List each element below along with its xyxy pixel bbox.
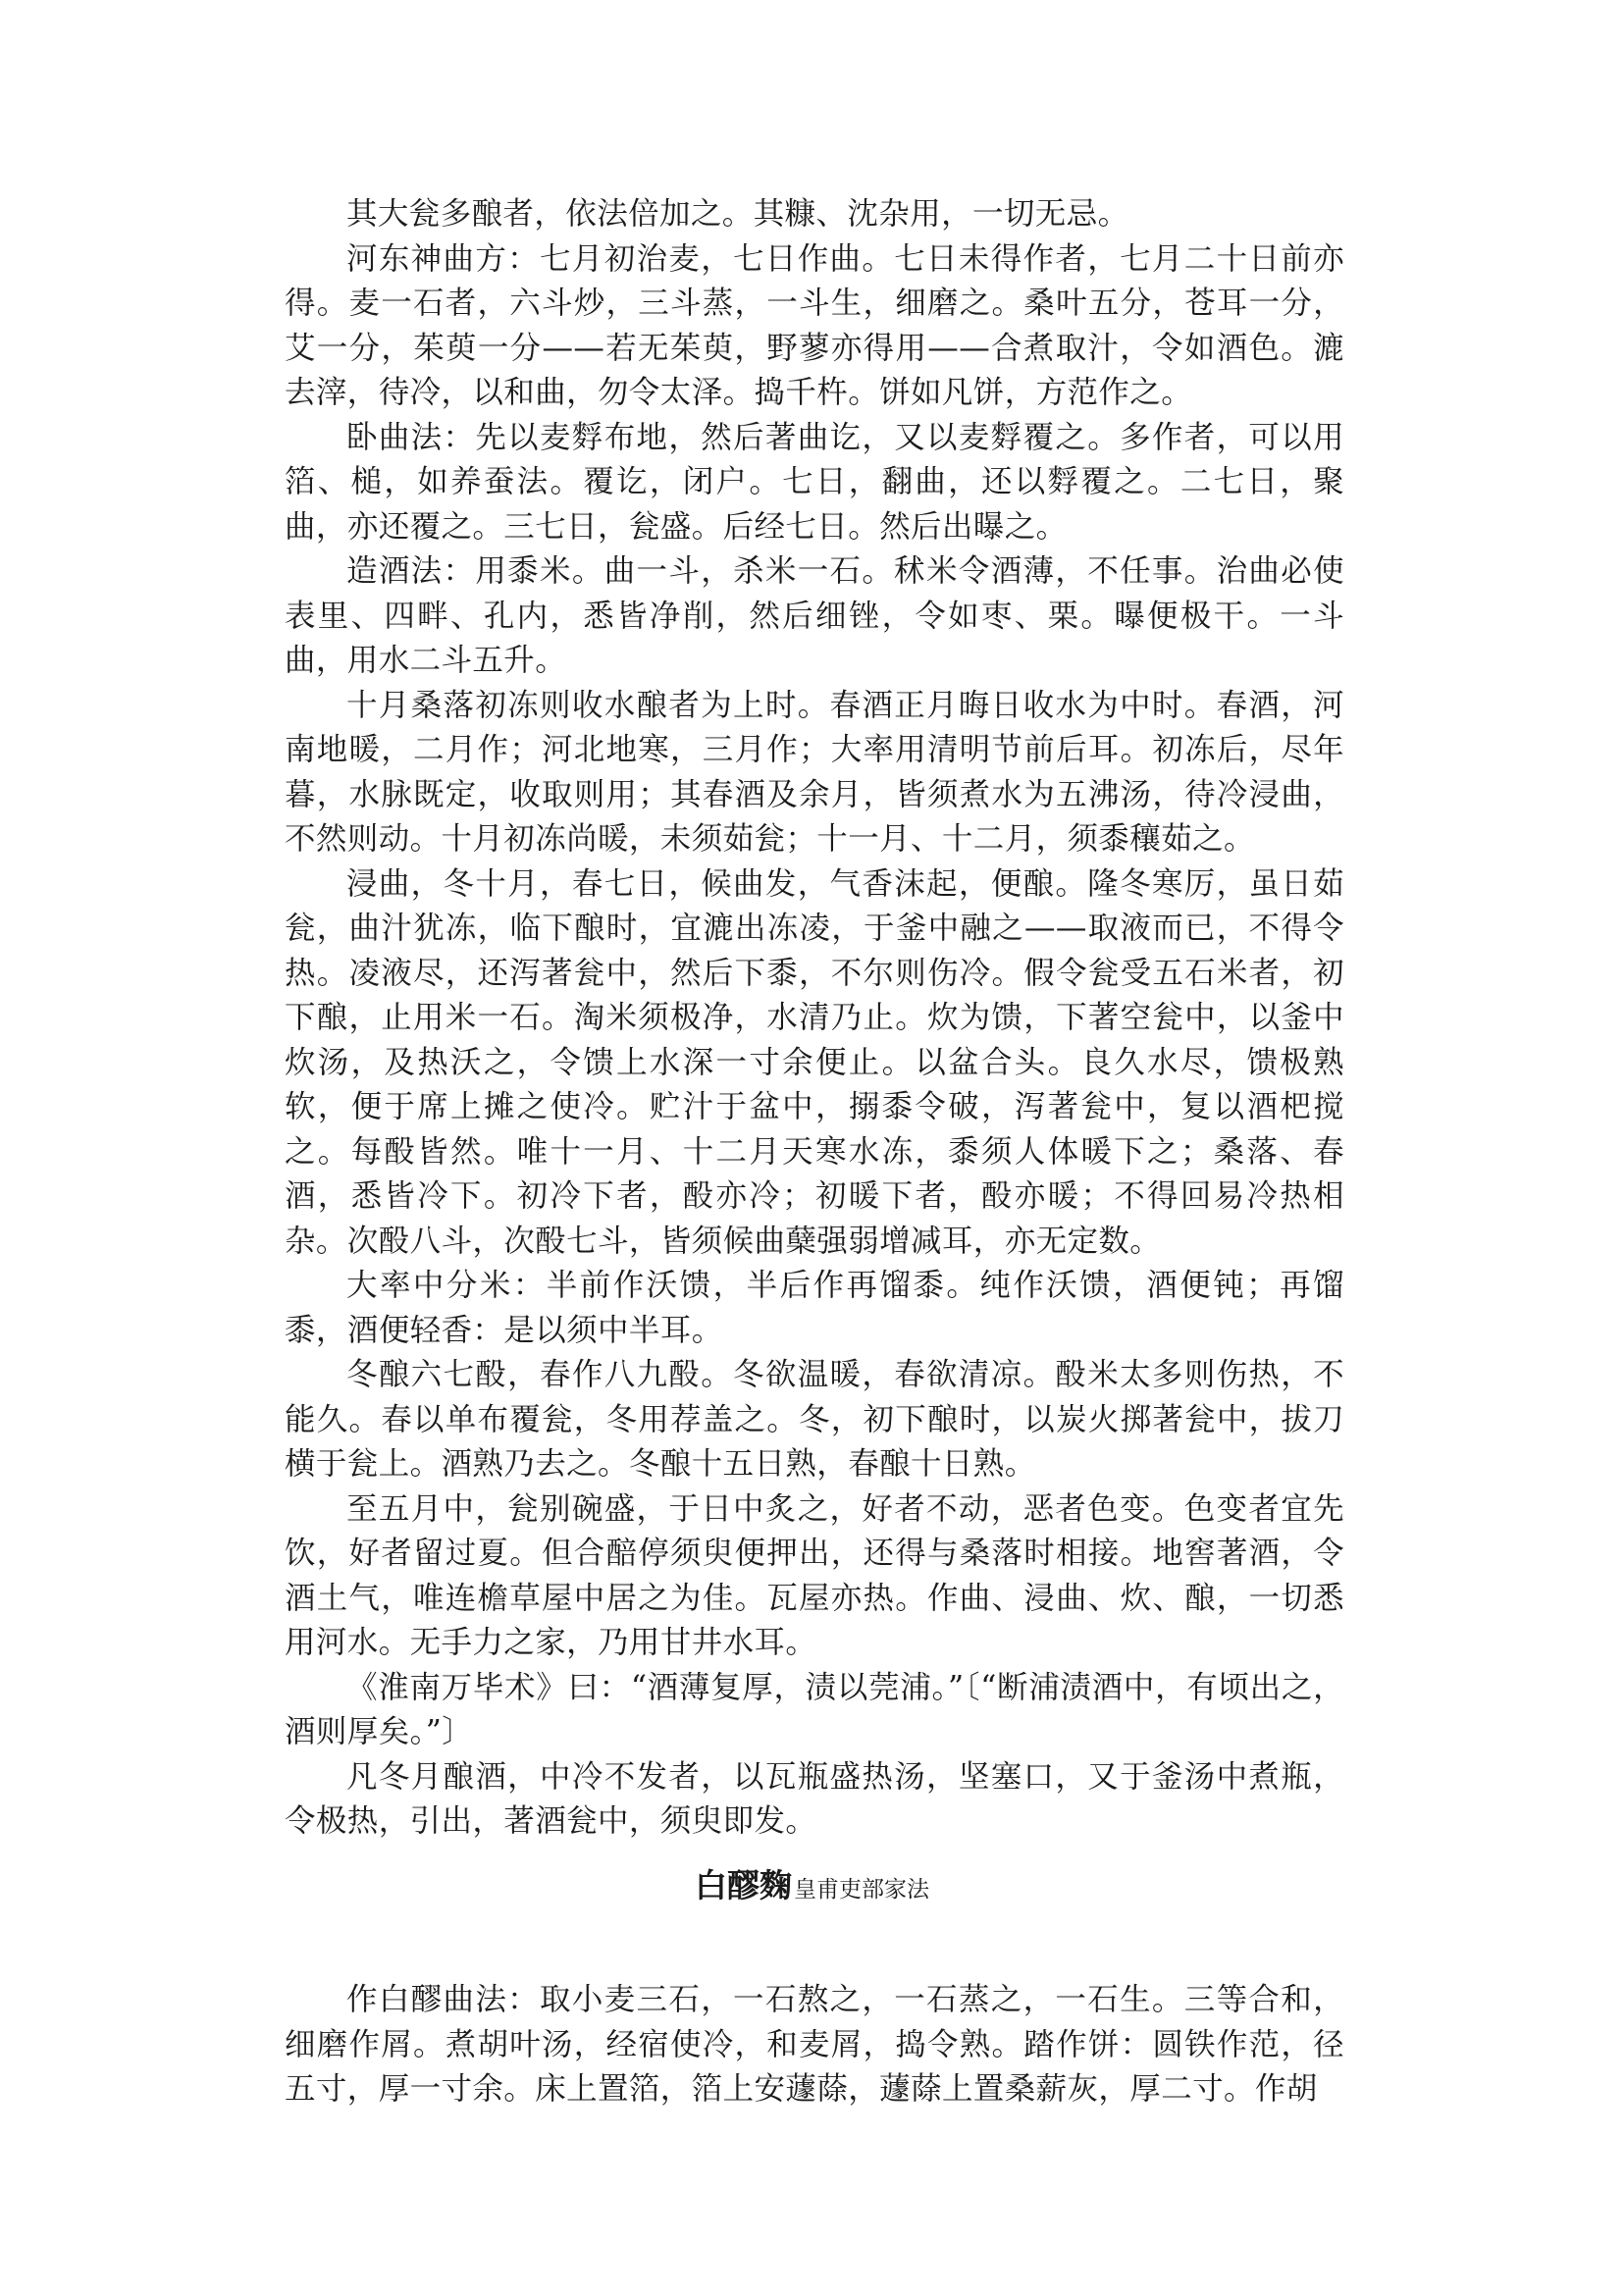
section-heading bbox=[0, 1860, 1624, 1906]
paragraph: 浸曲，冬十月，春七日，候曲发，气香沫起，便酿。隆冬寒厉，虽日茹瓮，曲汁犹冻，临下酿时，宜漉出冻凌，于釜中融之——取液而已，不得令热。凌液尽，还泻著瓮中，然后下黍，不尔则伤冷。假令瓮受五石米者，初下酿，止用米一石。淘米须极净，水清乃止。炊为馈，下著空瓮中，以釜中炊汤，及热沃之，令馈上水深一寸余便止。以盆合头。良久水尽，馈极熟软，便于席上摊之使冷。贮汁于盆中，搦黍令破，泻著瓮中，复以酒杷搅之。每酘皆然。唯十一月、十二月天寒水冻，黍须人体暖下之；桑落、春酒，悉皆冷下。初冷下者，酘亦冷；初暖下者，酘亦暖；不得回易冷热相杂。次酘八斗，次酘七斗，皆须候曲蘖强弱增减耳，亦无定数。 bbox=[285, 865, 1344, 1259]
body-text-section-1 bbox=[285, 192, 1344, 1845]
paragraph: 凡冬月酿酒，中冷不发者，以瓦瓶盛热汤，坚塞口，又于釜汤中煮瓶，令极热，引出，著酒瓮中，须臾即发。 bbox=[285, 1758, 1344, 1839]
paragraph: 大率中分米：半前作沃馈，半后作再馏黍。纯作沃馈，酒便钝；再馏黍，酒便轻香：是以须中半耳。 bbox=[285, 1268, 1344, 1348]
body-text-section-2 bbox=[285, 1978, 1344, 2112]
paragraph: 造酒法：用黍米。曲一斗，杀米一石。秫米令酒薄，不任事。治曲必使表里、四畔、孔内，悉皆净削，然后细锉，令如枣、栗。曝便极干。一斗曲，用水二斗五升。 bbox=[285, 553, 1344, 678]
heading-title: 白醪麴 bbox=[695, 1866, 792, 1904]
heading-subtitle: 皇甫吏部家法 bbox=[794, 1877, 929, 1903]
paragraph: 河东神曲方：七月初治麦，七日作曲。七日未得作者，七月二十日前亦得。麦一石者，六斗炒，三斗蒸，一斗生，细磨之。桑叶五分，苍耳一分，艾一分，茱萸一分——若无茱萸，野蓼亦得用——合煮取汁，令如酒色。漉去滓，待冷，以和曲，勿令太泽。捣千杵。饼如凡饼，方范作之。 bbox=[285, 240, 1344, 410]
paragraph: 《淮南万毕术》曰：“酒薄复厚，渍以莞浦。”〔“断浦渍酒中，有顷出之，酒则厚矣。”〕 bbox=[285, 1669, 1344, 1749]
paragraph: 其大瓮多酿者，依法倍加之。其糠、沈杂用，一切无忌。 bbox=[346, 196, 1129, 232]
paragraph: 十月桑落初冻则收水酿者为上时。春酒正月晦日收水为中时。春酒，河南地暖，二月作；河北地寒，三月作；大率用清明节前后耳。初冻后，尽年暮，水脉既定，收取则用；其春酒及余月，皆须煮水为五沸汤，待冷浸曲，不然则动。十月初冻尚暖，未须茹瓮；十一月、十二月，须黍穰茹之。 bbox=[285, 687, 1344, 857]
paragraph: 卧曲法：先以麦䴸布地，然后著曲讫，又以麦䴸覆之。多作者，可以用箔、槌，如养蚕法。覆讫，闭户。七日，翻曲，还以䴸覆之。二七日，聚曲，亦还覆之。三七日，瓮盛。后经七日。然后出曝之。 bbox=[285, 419, 1344, 545]
paragraph: 作白醪曲法：取小麦三石，一石熬之，一石蒸之，一石生。三等合和，细磨作屑。煮胡叶汤，经宿使冷，和麦屑，捣令熟。踏作饼：圆铁作范，径五寸，厚一寸余。床上置箔，箔上安蘧蒢，蘧蒢上置桑薪灰，厚二寸。作胡 bbox=[285, 1982, 1344, 2107]
paragraph: 至五月中，瓮别碗盛，于日中炙之，好者不动，恶者色变。色变者宜先饮，好者留过夏。但合醅停须臾便押出，还得与桑落时相接。地窖著酒，令酒土气，唯连檐草屋中居之为佳。瓦屋亦热。作曲、浸曲、炊、酿，一切悉用河水。无手力之家，乃用甘井水耳。 bbox=[285, 1490, 1344, 1660]
paragraph: 冬酿六七酘，春作八九酘。冬欲温暖，春欲清凉。酘米太多则伤热，不能久。春以单布覆瓮，冬用荐盖之。冬，初下酿时，以炭火掷著瓮中，拔刀横于瓮上。酒熟乃去之。冬酿十五日熟，春酿十日熟。 bbox=[285, 1357, 1344, 1482]
